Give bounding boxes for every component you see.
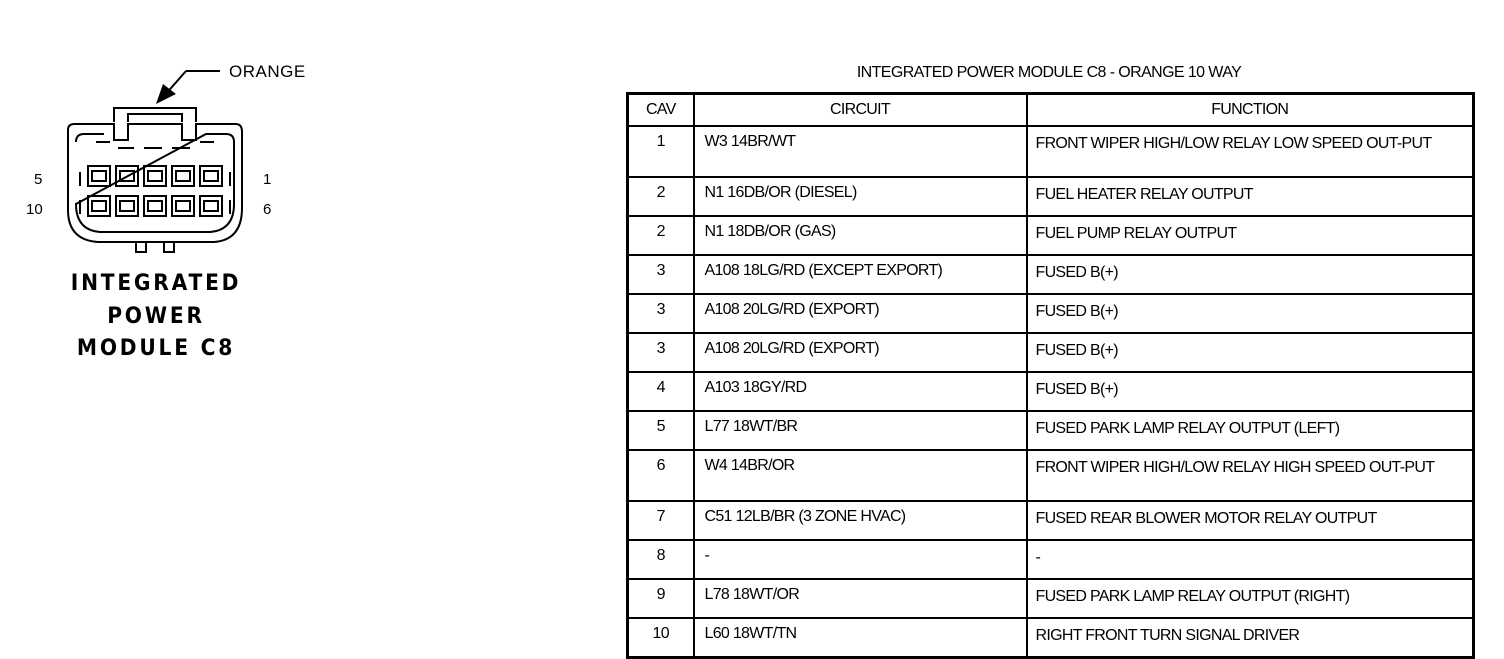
pin-label-5: 5 xyxy=(34,171,43,188)
cav-cell: 10 xyxy=(628,618,694,658)
function-cell: - xyxy=(1027,540,1474,579)
cav-cell: 6 xyxy=(628,450,694,501)
circuit-cell: W4 14BR/OR xyxy=(694,450,1027,501)
table-row xyxy=(628,540,1474,579)
table-header-row xyxy=(628,94,1474,127)
table-row xyxy=(628,333,1474,372)
pin-label-1: 1 xyxy=(263,171,272,188)
function-cell: FUSED REAR BLOWER MOTOR RELAY OUTPUT xyxy=(1027,501,1474,540)
circuit-cell: N1 18DB/OR (GAS) xyxy=(694,216,1027,255)
cav-cell: 2 xyxy=(628,216,694,255)
connector-title-line-2: POWER xyxy=(107,304,205,329)
circuit-cell: L78 18WT/OR xyxy=(694,579,1027,618)
function-cell: FUSED B(+) xyxy=(1027,294,1474,333)
function-cell: FUEL PUMP RELAY OUTPUT xyxy=(1027,216,1474,255)
color-callout-label: ORANGE xyxy=(229,62,306,81)
function-cell: FUSED PARK LAMP RELAY OUTPUT (LEFT) xyxy=(1027,411,1474,450)
header-cav: CAV xyxy=(628,94,694,127)
function-cell: FUSED PARK LAMP RELAY OUTPUT (RIGHT) xyxy=(1027,579,1474,618)
connector-outline xyxy=(68,71,242,252)
function-cell: FUSED B(+) xyxy=(1027,255,1474,294)
cav-cell: 9 xyxy=(628,579,694,618)
cav-cell: 8 xyxy=(628,540,694,579)
cav-cell: 7 xyxy=(628,501,694,540)
circuit-cell: - xyxy=(694,540,1027,579)
cavity-terminal xyxy=(176,201,190,211)
cav-cell: 4 xyxy=(628,372,694,411)
table-row xyxy=(628,411,1474,450)
table-row xyxy=(628,579,1474,618)
cavity-terminal xyxy=(204,201,218,211)
cavity-grid xyxy=(88,166,222,216)
pin-label-10: 10 xyxy=(26,201,43,218)
cav-cell: 3 xyxy=(628,333,694,372)
table-row xyxy=(628,294,1474,333)
cavity-terminal xyxy=(148,201,162,211)
function-cell: FUSED B(+) xyxy=(1027,372,1474,411)
function-cell: FUSED B(+) xyxy=(1027,333,1474,372)
connector-title-line-1: INTEGRATED xyxy=(70,271,242,296)
circuit-cell: C51 12LB/BR (3 ZONE HVAC) xyxy=(694,501,1027,540)
header-circuit: CIRCUIT xyxy=(694,94,1027,127)
circuit-cell: N1 16DB/OR (DIESEL) xyxy=(694,177,1027,216)
connector-title-line-3: MODULE C8 xyxy=(76,336,236,361)
circuit-cell: A108 18LG/RD (EXCEPT EXPORT) xyxy=(694,255,1027,294)
table-caption: INTEGRATED POWER MODULE C8 - ORANGE 10 WAY xyxy=(856,64,1242,81)
table-row xyxy=(628,372,1474,411)
circuit-cell: A103 18GY/RD xyxy=(694,372,1027,411)
circuit-cell: L60 18WT/TN xyxy=(694,618,1027,658)
circuit-cell: A108 20LG/RD (EXPORT) xyxy=(694,333,1027,372)
table-row xyxy=(628,255,1474,294)
table-row xyxy=(628,177,1474,216)
table-row xyxy=(628,450,1474,501)
cavity-terminal xyxy=(92,171,106,181)
pin-label-6: 6 xyxy=(263,201,272,218)
cav-cell: 3 xyxy=(628,294,694,333)
function-cell: RIGHT FRONT TURN SIGNAL DRIVER xyxy=(1027,618,1474,658)
cavity-terminal xyxy=(148,171,162,181)
circuit-cell: W3 14BR/WT xyxy=(694,126,1027,177)
cav-cell: 1 xyxy=(628,126,694,177)
table-row xyxy=(628,216,1474,255)
cav-cell: 3 xyxy=(628,255,694,294)
cavity-terminal xyxy=(204,171,218,181)
cav-cell: 2 xyxy=(628,177,694,216)
table-row xyxy=(628,501,1474,540)
cavity-terminal xyxy=(120,201,134,211)
circuit-cell: A108 20LG/RD (EXPORT) xyxy=(694,294,1027,333)
cav-cell: 5 xyxy=(628,411,694,450)
circuit-cell: L77 18WT/BR xyxy=(694,411,1027,450)
function-cell: FUEL HEATER RELAY OUTPUT xyxy=(1027,177,1474,216)
table-row xyxy=(628,126,1474,177)
pinout-table xyxy=(626,92,1475,659)
function-cell: FRONT WIPER HIGH/LOW RELAY LOW SPEED OUT-PUT xyxy=(1027,126,1474,177)
cavity-terminal xyxy=(176,171,190,181)
cavity-terminal xyxy=(92,201,106,211)
header-function: FUNCTION xyxy=(1027,94,1474,127)
function-cell: FRONT WIPER HIGH/LOW RELAY HIGH SPEED OUT-PUT xyxy=(1027,450,1474,501)
